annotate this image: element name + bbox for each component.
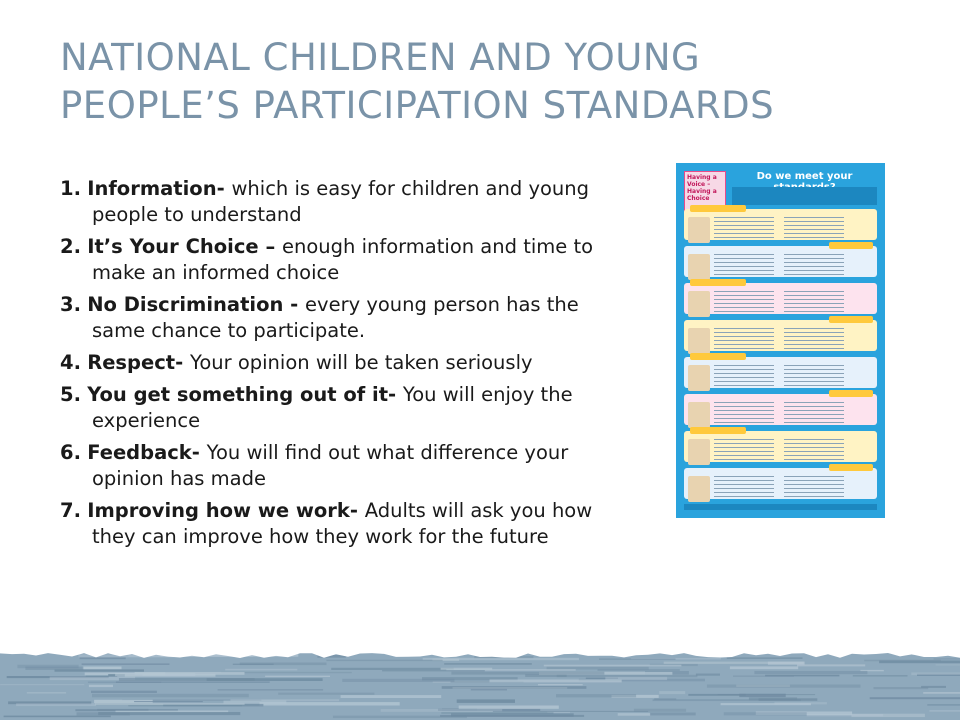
poster-illustration [688, 476, 710, 502]
poster-section [684, 394, 877, 425]
standards-poster-image [676, 163, 885, 518]
poster-text-lines [784, 365, 844, 387]
poster-text-lines [784, 328, 844, 350]
standard-heading: Respect [87, 351, 176, 374]
poster-section-tag [690, 353, 746, 360]
standard-heading: No Discrimination [87, 293, 284, 316]
poster-section [684, 246, 877, 277]
poster-text-lines [714, 217, 774, 239]
standard-description: You will enjoy the experience [92, 383, 573, 432]
poster-illustration [688, 439, 710, 465]
poster-section [684, 468, 877, 499]
poster-text-lines [784, 476, 844, 498]
poster-text-lines [714, 254, 774, 276]
list-item: 3. No Discrimination - every young person has the same chance to participate. [60, 293, 579, 342]
poster-text-lines [714, 439, 774, 461]
poster-illustration [688, 402, 710, 428]
standard-description: Adults will ask you how they can improve how they work for the future [92, 499, 593, 548]
list-item: 7. Improving how we work- Adults will ask you how they can improve how they work for the future [60, 499, 593, 548]
poster-section [684, 431, 877, 462]
standard-description: every young person has the same chance to participate. [92, 293, 579, 342]
poster-badge: Having a Voice – Having a Choice [684, 171, 726, 215]
poster-text-lines [714, 291, 774, 313]
poster-text-lines [714, 328, 774, 350]
list-item: 6. Feedback- You will find out what difference your opinion has made [60, 441, 569, 490]
poster-section-tag [829, 464, 873, 471]
standard-heading: Feedback [87, 441, 192, 464]
standard-description: You will find out what difference your opinion has made [92, 441, 569, 490]
poster-illustration [688, 254, 710, 280]
poster-illustration [688, 328, 710, 354]
standard-heading: Improving how we work [87, 499, 350, 522]
standard-heading: Information [87, 177, 217, 200]
brush-texture [0, 653, 960, 720]
poster-section-tag [829, 242, 873, 249]
standard-description: which is easy for children and young people to understand [92, 177, 590, 226]
poster-text-lines [784, 291, 844, 313]
poster-text-lines [784, 439, 844, 461]
poster-section-tag [829, 390, 873, 397]
standard-heading: You get something out of it [87, 383, 389, 406]
poster-text-lines [714, 476, 774, 498]
standard-description: Your opinion will be taken seriously [190, 351, 533, 374]
list-item: 1. Information- which is easy for children and young people to understand [60, 177, 590, 226]
poster-section-tag [690, 427, 746, 434]
poster-text-lines [714, 402, 774, 424]
standards-list [60, 176, 630, 556]
poster-text-lines [784, 402, 844, 424]
poster-text-lines [784, 254, 844, 276]
poster-section-tag [829, 316, 873, 323]
poster-section [684, 320, 877, 351]
poster-section [684, 209, 877, 240]
list-item: 4. Respect- Your opinion will be taken seriously [60, 351, 533, 374]
poster-section-tag [690, 279, 746, 286]
list-item: 2. It’s Your Choice – enough information and time to make an informed choice [60, 235, 594, 284]
poster-section-tag [690, 205, 746, 212]
brush-stroke-footer [0, 653, 960, 720]
poster-section [684, 283, 877, 314]
page-title: NATIONAL CHILDREN AND YOUNG PEOPLE’S PARTICIPATION STANDARDS [60, 36, 775, 127]
standard-heading: It’s Your Choice [87, 235, 259, 258]
list-item: 5. You get something out of it- You will enjoy the experience [60, 383, 573, 432]
poster-text-lines [784, 217, 844, 239]
poster-text-lines [714, 365, 774, 387]
poster-section [684, 357, 877, 388]
poster-illustration [688, 217, 710, 243]
poster-footer [684, 504, 877, 510]
poster-illustration [688, 365, 710, 391]
poster-intro-panel [732, 187, 877, 205]
poster-illustration [688, 291, 710, 317]
standard-description: enough information and time to make an informed choice [92, 235, 594, 284]
poster-heading: Do we meet your [756, 171, 853, 182]
